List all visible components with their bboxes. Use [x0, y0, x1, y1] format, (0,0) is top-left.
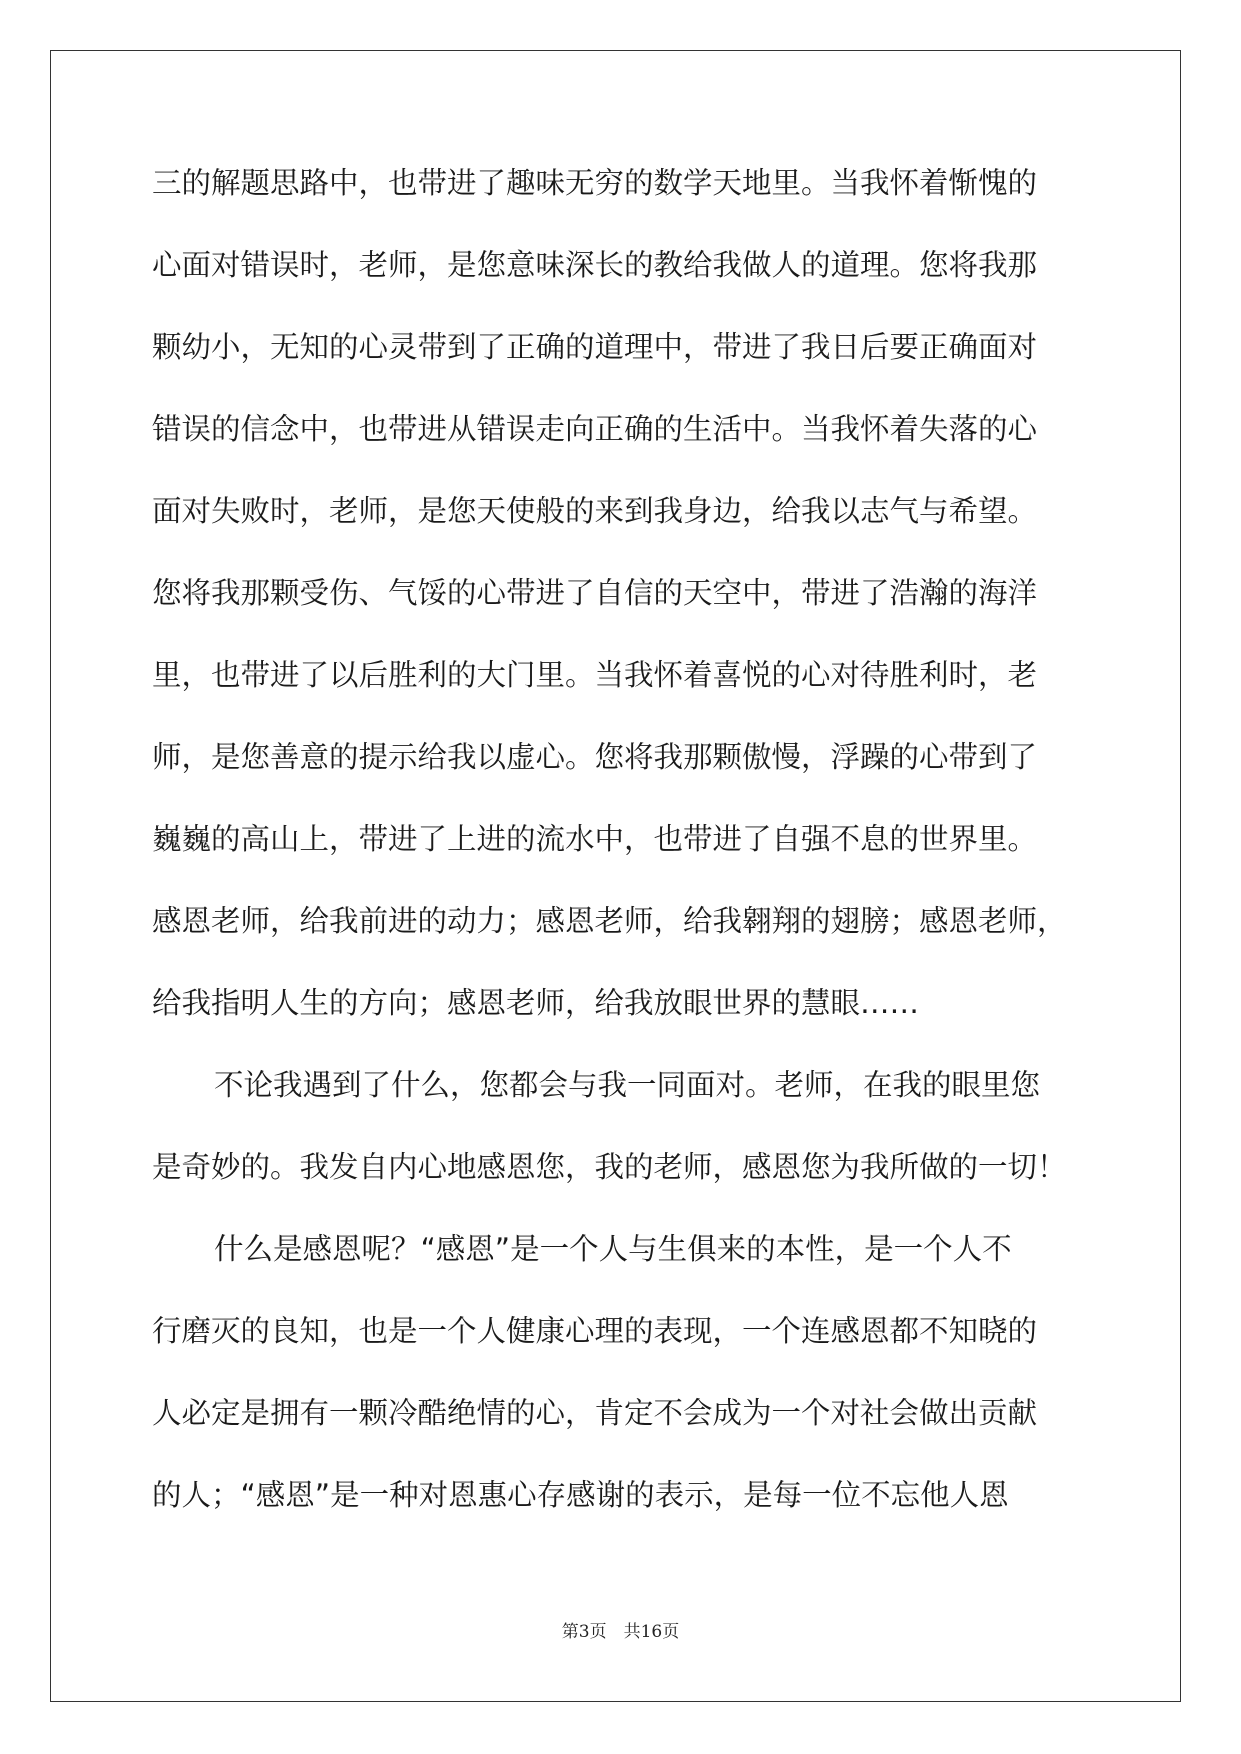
- text-line: 感恩老师，给我前进的动力；感恩老师，给我翱翔的翅膀；感恩老师，: [152, 904, 1067, 938]
- text-line: 人必定是拥有一颗冷酷绝情的心，肯定不会成为一个对社会做出贡献: [152, 1396, 1038, 1430]
- page-number: 第3页 共16页: [561, 1622, 680, 1642]
- text-line: 什么是感恩呢？“感恩”是一个人与生俱来的本性，是一个人不: [214, 1232, 1012, 1266]
- text-line: 巍巍的高山上，带进了上进的流水中，也带进了自强不息的世界里。: [152, 822, 1038, 856]
- text-line: 给我指明人生的方向；感恩老师，给我放眼世界的慧眼……: [152, 986, 920, 1020]
- text-line: 心面对错误时，老师，是您意味深长的教给我做人的道理。您将我那: [152, 248, 1038, 282]
- text-line: 的人；“感恩”是一种对恩惠心存感谢的表示，是每一位不忘他人恩: [152, 1478, 1009, 1512]
- text-line: 行磨灭的良知，也是一个人健康心理的表现，一个连感恩都不知晓的: [152, 1314, 1038, 1348]
- text-line: 是奇妙的。我发自内心地感恩您，我的老师，感恩您为我所做的一切！: [152, 1150, 1067, 1184]
- document-body: [152, 160, 1092, 1554]
- text-line: 三的解题思路中，也带进了趣味无穷的数学天地里。当我怀着惭愧的: [152, 166, 1038, 200]
- text-line: 您将我那颗受伤、气馁的心带进了自信的天空中，带进了浩瀚的海洋: [152, 576, 1038, 610]
- text-line: 里，也带进了以后胜利的大门里。当我怀着喜悦的心对待胜利时，老: [152, 658, 1038, 692]
- text-line: 面对失败时，老师，是您天使般的来到我身边，给我以志气与希望。: [152, 494, 1038, 528]
- text-line: 错误的信念中，也带进从错误走向正确的生活中。当我怀着失落的心: [152, 412, 1038, 446]
- text-line: 不论我遇到了什么，您都会与我一同面对。老师，在我的眼里您: [214, 1068, 1041, 1102]
- text-line: 师，是您善意的提示给我以虚心。您将我那颗傲慢，浮躁的心带到了: [152, 740, 1038, 774]
- text-line: 颗幼小，无知的心灵带到了正确的道理中，带进了我日后要正确面对: [152, 330, 1038, 364]
